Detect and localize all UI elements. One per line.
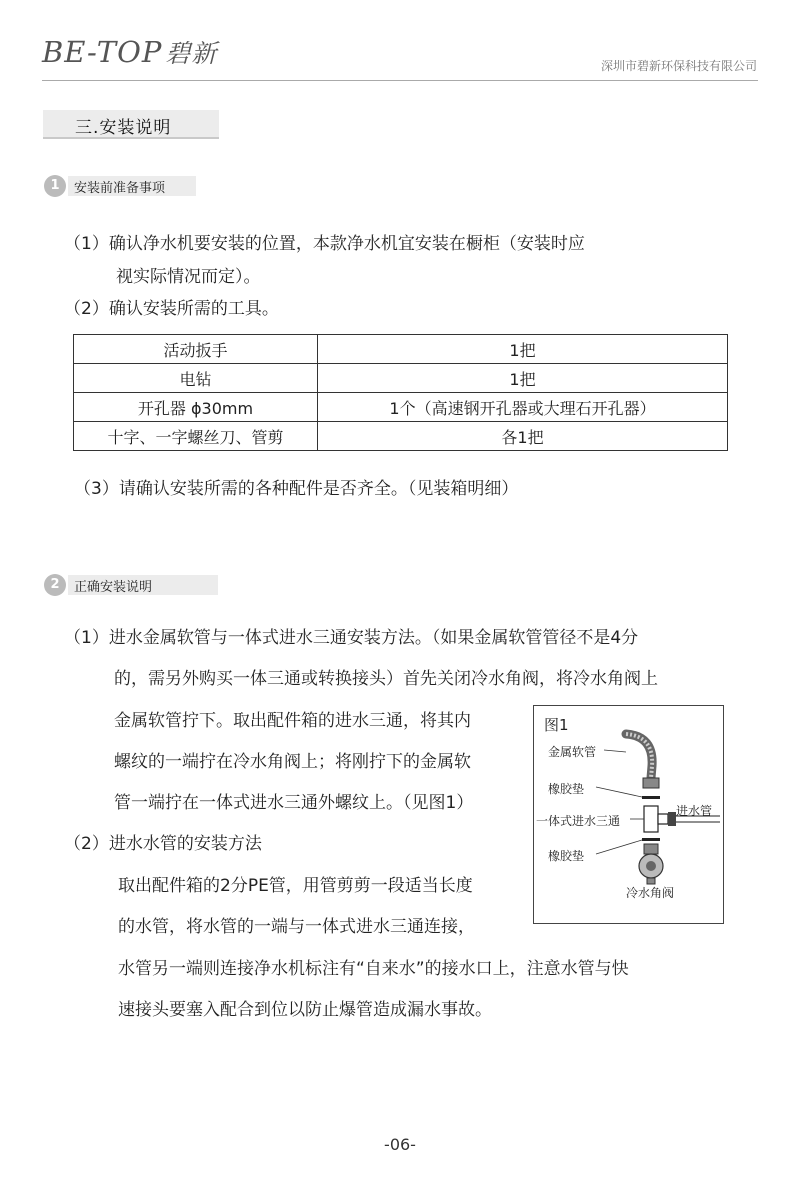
label-gasket-1: 橡胶垫: [548, 782, 585, 796]
table-row: [74, 422, 728, 451]
hose-nut-shape: [643, 778, 659, 788]
label-metal-hose: 金属软管: [548, 745, 597, 759]
subheading-number-2: 2: [44, 574, 66, 596]
valve-core-shape: [646, 861, 656, 871]
install-p2-line-4: 速接头要塞入配合到位以防止爆管造成漏水事故。: [118, 1000, 492, 1020]
label-tee: 一体式进水三通: [536, 814, 621, 828]
install-p1-line-3: 金属软管拧下。取出配件箱的进水三通，将其内: [114, 711, 471, 731]
install-p2-title: （2）进水水管的安装方法: [64, 834, 262, 854]
brand-logo: [42, 34, 217, 70]
subheading-number-1: 1: [44, 175, 66, 197]
logo-cn: 碧新: [165, 39, 218, 68]
subheading-text-1: 安装前准备事项: [74, 181, 166, 196]
prep-item-2: （2）确认安装所需的工具。: [64, 299, 279, 319]
leader-gasket-1: [596, 787, 642, 797]
install-p1-line-5: 管一端拧在一体式进水三通外螺纹上。（见图1）: [114, 793, 474, 813]
qty-cell: 1把: [318, 364, 728, 393]
label-gasket-2: 橡胶垫: [548, 849, 585, 863]
leader-gasket-2: [596, 840, 642, 854]
company-name: 深圳市碧新环保科技有限公司: [600, 59, 757, 73]
install-p1-line-4: 螺纹的一端拧在冷水角阀上；将刚拧下的金属软: [114, 752, 471, 772]
tools-table: [73, 334, 728, 451]
subheading-text-2: 正确安装说明: [74, 580, 153, 595]
metal-hose-shape: [626, 734, 652, 778]
figure-title: 图1: [544, 716, 569, 734]
label-angle-valve: 冷水角阀: [626, 886, 675, 900]
install-p2-line-2: 的水管，将水管的一端与一体式进水三通连接，: [118, 917, 475, 937]
tool-cell: 活动扳手: [74, 335, 318, 364]
label-inlet-pipe: 进水管: [676, 804, 713, 818]
qty-cell: 1把: [318, 335, 728, 364]
install-p1-line-1: （1）进水金属软管与一体式进水三通安装方法。（如果金属软管管径不是4分: [64, 628, 639, 648]
logo-text: BE-TOP: [42, 35, 163, 69]
subheading-bar-2: [68, 575, 218, 595]
qty-cell: 各1把: [318, 422, 728, 451]
page-header: [0, 0, 800, 80]
leader-hose: [604, 750, 626, 752]
gasket-1-shape: [642, 796, 660, 799]
table-row: [74, 364, 728, 393]
section-title-text: 三.安装说明: [75, 118, 172, 138]
install-p2-line-3: 水管另一端则连接净水机标注有“自来水”的接水口上，注意水管与快: [118, 959, 629, 979]
tee-fitting-shape: [668, 812, 676, 826]
figure-1: [533, 705, 724, 924]
table-row: [74, 335, 728, 364]
tee-branch-shape: [658, 814, 668, 824]
page-number: -06-: [384, 1135, 416, 1154]
tool-cell: 开孔器 ϕ30mm: [74, 393, 318, 422]
tee-body-shape: [644, 806, 658, 832]
table-row: [74, 393, 728, 422]
prep-item-1-line-2: 视实际情况而定）。: [116, 267, 261, 287]
tool-cell: 十字、一字螺丝刀、管剪: [74, 422, 318, 451]
prep-item-1-line-1: （1）确认净水机要安装的位置，本款净水机宜安装在橱柜（安装时应: [64, 234, 585, 254]
qty-cell: 1个（高速钢开孔器或大理石开孔器）: [318, 393, 728, 422]
header-divider: [42, 80, 758, 81]
prep-item-3: （3）请确认安装所需的各种配件是否齐全。（见装箱明细）: [74, 479, 519, 499]
section-title: [43, 110, 219, 139]
install-p1-line-2: 的，需另外购买一体三通或转换接头）首先关闭冷水角阀，将冷水角阀上: [114, 669, 658, 689]
install-p2-line-1: 取出配件箱的2分PE管，用管剪剪一段适当长度: [118, 876, 473, 896]
tool-cell: 电钻: [74, 364, 318, 393]
gasket-2-shape: [642, 838, 660, 841]
subheading-bar-1: [68, 176, 196, 196]
valve-neck-shape: [644, 844, 658, 854]
